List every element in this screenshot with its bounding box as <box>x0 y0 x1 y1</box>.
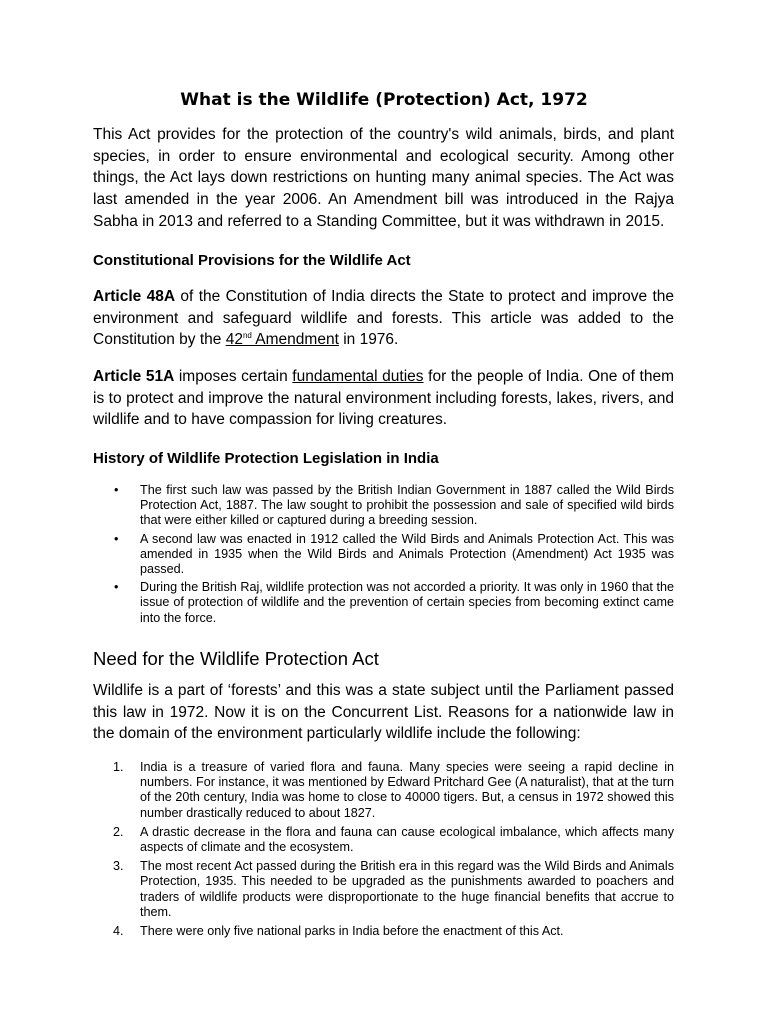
list-item <box>93 924 674 939</box>
list-number: 4. <box>113 924 124 939</box>
article-48a-label: Article 48A <box>93 288 176 305</box>
list-number: 2. <box>113 824 124 839</box>
amendment-link-text: Amendment <box>251 331 339 349</box>
article-51a-paragraph <box>93 366 674 431</box>
article-48a-paragraph <box>93 286 674 351</box>
list-item-text: During the British Raj, wildlife protection was not accorded a priority. It was only in 1960 that the issue of protection of wildlife and the prevention of certain species from becoming extinct came into the force. <box>140 580 674 625</box>
list-item <box>93 825 674 855</box>
bullet-icon: • <box>114 531 119 546</box>
amendment-number: 42 <box>225 331 243 349</box>
list-item <box>93 859 674 920</box>
bullet-icon: • <box>114 483 119 497</box>
list-item-text: The most recent Act passed during the British era in this regard was the Wild Birds and Animals Protection, 1935. This needed to be upgraded as the punishments awarded to poachers and traders of wildlife products were disproportionate to the huge financial benefits that accrue to them. <box>140 859 674 919</box>
bullet-icon: • <box>114 580 119 595</box>
list-item-text: There were only five national parks in India before the enactment of this Act. <box>140 924 564 939</box>
article-48a-text: of the Constitution of India directs the State to protect and improve the environment and safeguard wildlife and forests. This article was added to the Constitution by the <box>93 288 675 349</box>
list-number: 3. <box>113 859 124 874</box>
list-item-text: A second law was enacted in 1912 called the Wild Birds and Animals Protection Act. This was amended in 1935 when the Wild Birds and Animals Protection (Amendment) Act 1935 was passed. <box>140 531 674 577</box>
history-list <box>93 483 674 626</box>
amendment-ordinal: nd <box>242 331 252 341</box>
intro-paragraph: This Act provides for the protection of the country's wild animals, birds, and plant species, in order to ensure environmental and ecological security. Among other things, the Act lays down restrictions on hunting many animal species. The Act was last amended in the year 2006. An Amendment bill was introduced in the Rajya Sabha in 2013 and referred to a Standing Committee, but it was withdrawn in 2015. <box>93 126 674 230</box>
list-item <box>93 532 674 578</box>
list-item <box>93 483 674 529</box>
article-51a-label: Article 51A <box>93 368 175 385</box>
list-item <box>93 760 674 821</box>
page-title: What is the Wildlife (Protection) Act, 1972 <box>180 90 588 110</box>
need-heading: Need for the Wildlife Protection Act <box>93 648 379 669</box>
fundamental-duties-link[interactable]: fundamental duties <box>292 368 424 385</box>
amendment-link[interactable] <box>226 331 339 348</box>
reasons-list <box>93 760 674 939</box>
article-51a-tail: for the people of India. One of them is to protect and improve the natural environment including forests, lakes, rivers, and wildlife and to have compassion for living creatures. <box>93 368 674 429</box>
list-item-text: A drastic decrease in the flora and fauna can cause ecological imbalance, which affects many aspects of climate and the ecosystem. <box>140 824 674 855</box>
article-48a-tail: in 1976. <box>338 331 399 349</box>
list-number: 1. <box>113 760 124 774</box>
history-heading: History of Wildlife Protection Legislation in India <box>93 450 439 467</box>
need-intro-paragraph: Wildlife is a part of ‘forests’ and this was a state subject until the Parliament passed this law in 1972. Now it is on the Concurrent List. Reasons for a nationwide law in the domain of the environment particularly wildlife include the following: <box>93 682 674 743</box>
article-51a-text: imposes certain <box>174 368 293 385</box>
list-item-text: India is a treasure of varied flora and fauna. Many species were seeing a rapid decline in numbers. For instance, it was mentioned by Edward Pritchard Gee (A naturalist), that at the turn of the 20th century, India was home to close to 40000 tigers. But, a census in 1972 showed this number drastically reduced to about 1827. <box>140 760 674 820</box>
list-item <box>93 580 674 626</box>
constitutional-heading: Constitutional Provisions for the Wildlife Act <box>93 252 411 269</box>
list-item-text: The first such law was passed by the British Indian Government in 1887 called the Wild Birds Protection Act, 1887. The law sought to prohibit the possession and sale of specified wild birds that were either killed or captured during a breeding session. <box>140 483 674 528</box>
